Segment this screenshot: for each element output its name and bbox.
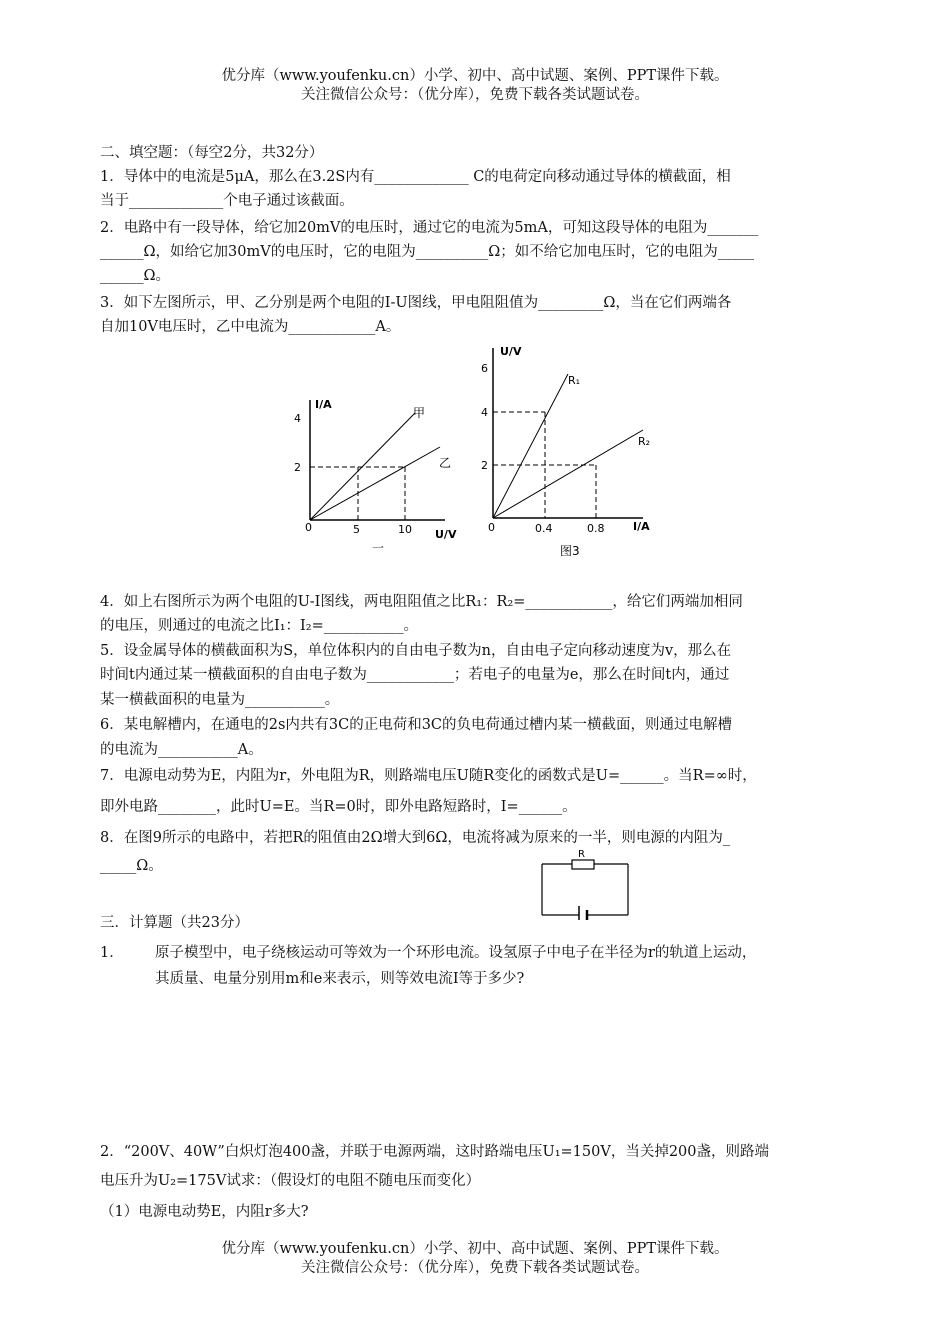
y-tick-4: 4	[481, 406, 488, 419]
x-tick-0.8: 0.8	[587, 522, 605, 535]
problem-1-line-2: 其质量、电量分别用m和e来表示，则等效电流I等于多少?	[155, 971, 525, 987]
y-tick-6: 6	[481, 362, 488, 375]
line-yi	[310, 447, 440, 520]
label-yi: 乙	[439, 456, 452, 470]
question-5-line-1: 5．设金属导体的横截面积为S，单位体积内的自由电子数为n，自由电子定向移动速度为v，那么在	[100, 643, 732, 659]
page-header-line-2: 关注微信公众号：（优分库），免费下载各类试题试卷。	[301, 87, 649, 103]
x-tick-0.4: 0.4	[535, 522, 553, 535]
section-2-title: 二、填空题：（每空2分，共32分）	[100, 145, 324, 161]
question-3-line-1: 3．如下左图所示，甲、乙分别是两个电阻的I-U图线，甲电阻阻值为_________Ω，当在它们两端各	[100, 295, 732, 311]
resistor-label: R	[578, 849, 585, 860]
label-r1: R₁	[568, 374, 581, 387]
question-6-line-2: 的电流为___________A。	[100, 742, 263, 758]
question-4-line-2: 的电压，则通过的电流之比I₁：I₂=___________。	[100, 618, 418, 634]
figure-right-ui-graph	[478, 340, 678, 562]
y-axis-label: I/A	[315, 398, 332, 411]
resistor	[572, 860, 594, 869]
question-5-line-3: 某一横截面积的电量为___________。	[100, 692, 340, 708]
x-axis-label: U/V	[435, 528, 457, 541]
y-tick-4: 4	[294, 412, 301, 425]
origin-label: 0	[488, 521, 495, 534]
problem-2-line-2: 电压升为U₂=175V试求：（假设灯的电阻不随电压而变化）	[100, 1173, 481, 1189]
problem-2-line-3: （1）电源电动势E，内阻r多大?	[100, 1204, 309, 1220]
question-2-line-1: 2．电路中有一段导体，给它加20mV的电压时，通过它的电流为5mA，可知这段导体的电阻为_______	[100, 220, 759, 236]
page-footer-line-1: 优分库（www.youfenku.cn）小学、初中、高中试题、案例、PPT课件下载。	[221, 1241, 729, 1257]
question-1-line-1: 1．导体中的电流是5μA，那么在3.2S内有_____________ C的电荷定向移动通过导体的横截面，相	[100, 169, 731, 185]
figure-left-caption: 一	[372, 541, 385, 555]
question-8-line-2: _____Ω。	[100, 858, 163, 874]
question-7-line-2: 即外电路________，此时U=E。当R=0时，即外电路短路时，I=______。	[100, 799, 577, 815]
question-6-line-1: 6．某电解槽内，在通电的2s内共有3C的正电荷和3C的负电荷通过槽内某一横截面，则通过电解槽	[100, 717, 733, 733]
figure-left-iu-graph	[285, 390, 475, 560]
section-3-title: 三．计算题（共23分）	[100, 915, 249, 931]
question-3-line-2: 自加10V电压时，乙中电流为____________A。	[100, 319, 401, 335]
question-7-line-1: 7．电源电动势为E，内阻为r，外电阻为R，则路端电压U随R变化的函数式是U=______。当R=∞时，	[100, 768, 757, 784]
question-4-line-1: 4．如上右图所示为两个电阻的U-I图线，两电阻阻值之比R₁：R₂=____________，给它们两端加相同	[100, 594, 743, 610]
problem-1-number: 1．	[100, 945, 124, 961]
figure-right-caption: 图3	[560, 544, 580, 558]
x-tick-10: 10	[398, 523, 412, 536]
question-2-line-3: ______Ω。	[100, 268, 171, 284]
question-1-line-2: 当于_____________个电子通过该截面。	[100, 193, 354, 209]
question-8-line-1: 8．在图9所示的电路中，若把R的阻值由2Ω增大到6Ω，电流将减为原来的一半，则电源的内阻为_	[100, 830, 731, 846]
y-tick-2: 2	[481, 459, 488, 472]
label-r2: R₂	[638, 435, 651, 448]
page-footer-line-2: 关注微信公众号：（优分库），免费下载各类试题试卷。	[301, 1260, 649, 1276]
y-axis-label: U/V	[500, 345, 522, 358]
circuit-diagram	[538, 845, 633, 920]
x-tick-5: 5	[353, 523, 360, 536]
origin-label: 0	[305, 521, 312, 534]
question-2-line-2: ______Ω，如给它加30mV的电压时，它的电阻为__________Ω；如不给它加电压时，它的电阻为_____	[100, 244, 754, 260]
question-5-line-2: 时间t内通过某一横截面积的自由电子数为____________；若电子的电量为e，那么在时间t内，通过	[100, 667, 730, 683]
problem-2-line-1: 2．“200V、40W”白炽灯泡400盏，并联于电源两端，这时路端电压U₁=150V，当关掉200盏，则路端	[100, 1144, 770, 1160]
y-tick-2: 2	[294, 461, 301, 474]
x-axis-label: I/A	[633, 520, 650, 533]
problem-1-line-1: 原子模型中，电子绕核运动可等效为一个环形电流。设氢原子中电子在半径为r的轨道上运动，	[155, 945, 757, 961]
label-jia: 甲	[413, 406, 426, 420]
page-header-line-1: 优分库（www.youfenku.cn）小学、初中、高中试题、案例、PPT课件下载。	[221, 68, 729, 84]
